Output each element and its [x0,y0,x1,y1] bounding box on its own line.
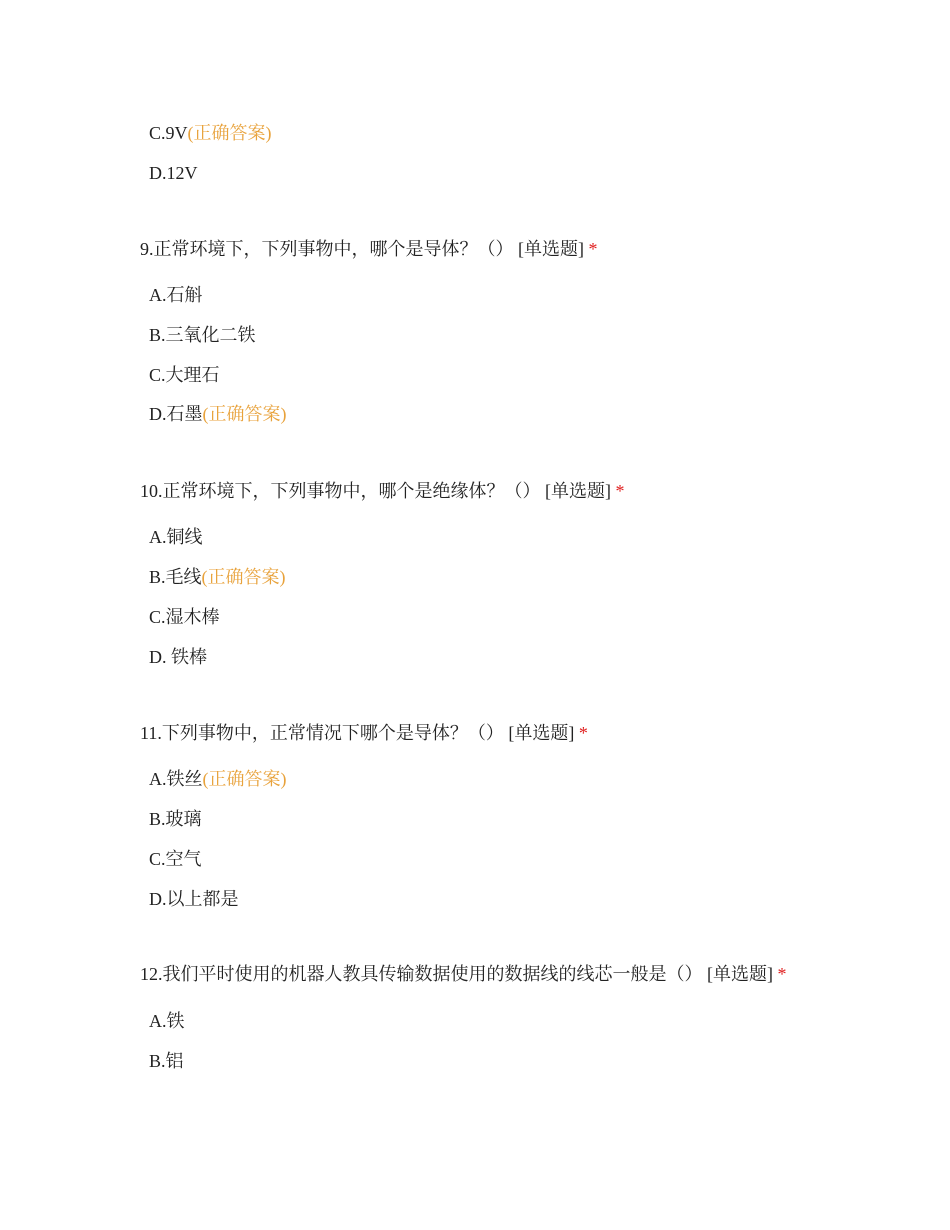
option-label: A.铜线 [149,527,203,547]
question-title [140,963,787,985]
option-item [149,848,202,870]
question-title [140,238,598,260]
option-label: B.毛线 [149,567,202,587]
question-text: 11.下列事物中，正常情况下哪个是导体？（） [140,723,504,743]
required-mark: * [578,723,588,743]
option-item [149,122,272,144]
option-label: D.石墨 [149,404,203,424]
correct-answer-tag: (正确答案) [202,769,287,789]
question-text: 9.正常环境下，下列事物中，哪个是导体？（） [140,239,514,259]
question-type-tag: [单选题] [707,964,773,984]
option-item [149,1010,185,1032]
question-text: 10.正常环境下，下列事物中，哪个是绝缘体？（） [140,481,541,501]
option-label: B.玻璃 [149,809,202,829]
option-label: B.三氧化二铁 [149,325,256,345]
correct-answer-tag: (正确答案) [201,567,286,587]
option-item [149,808,202,830]
required-mark: * [777,964,787,984]
option-item [149,403,287,425]
option-label: A.铁 [149,1011,185,1031]
option-item [149,324,256,346]
option-label: B.铝 [149,1051,184,1071]
question-type-tag: [单选题] [518,239,584,259]
option-item [149,364,220,386]
option-item [149,646,207,668]
option-item [149,162,198,184]
option-label: A.石斛 [149,285,203,305]
option-label: A.铁丝 [149,769,203,789]
question-title [140,722,588,744]
option-item [149,606,220,628]
question-type-tag: [单选题] [508,723,575,743]
option-item [149,888,239,910]
option-item [149,768,287,790]
question-type-tag: [单选题] [545,481,611,501]
correct-answer-tag: (正确答案) [202,404,287,424]
option-label: D. 铁棒 [149,647,207,667]
option-item [149,284,203,306]
option-item [149,1050,184,1072]
question-text: 12.我们平时使用的机器人教具传输数据使用的数据线的线芯一般是（） [140,964,703,984]
option-label: C.大理石 [149,365,220,385]
option-item [149,526,203,548]
correct-answer-tag: (正确答案) [187,123,272,143]
option-label: C.9V [149,123,188,143]
required-mark: * [588,239,598,259]
required-mark: * [615,481,625,501]
option-label: D.以上都是 [149,889,239,909]
option-item [149,566,286,588]
option-label: C.空气 [149,849,202,869]
option-label: D.12V [149,163,198,183]
option-label: C.湿木棒 [149,607,220,627]
question-title [140,480,625,502]
